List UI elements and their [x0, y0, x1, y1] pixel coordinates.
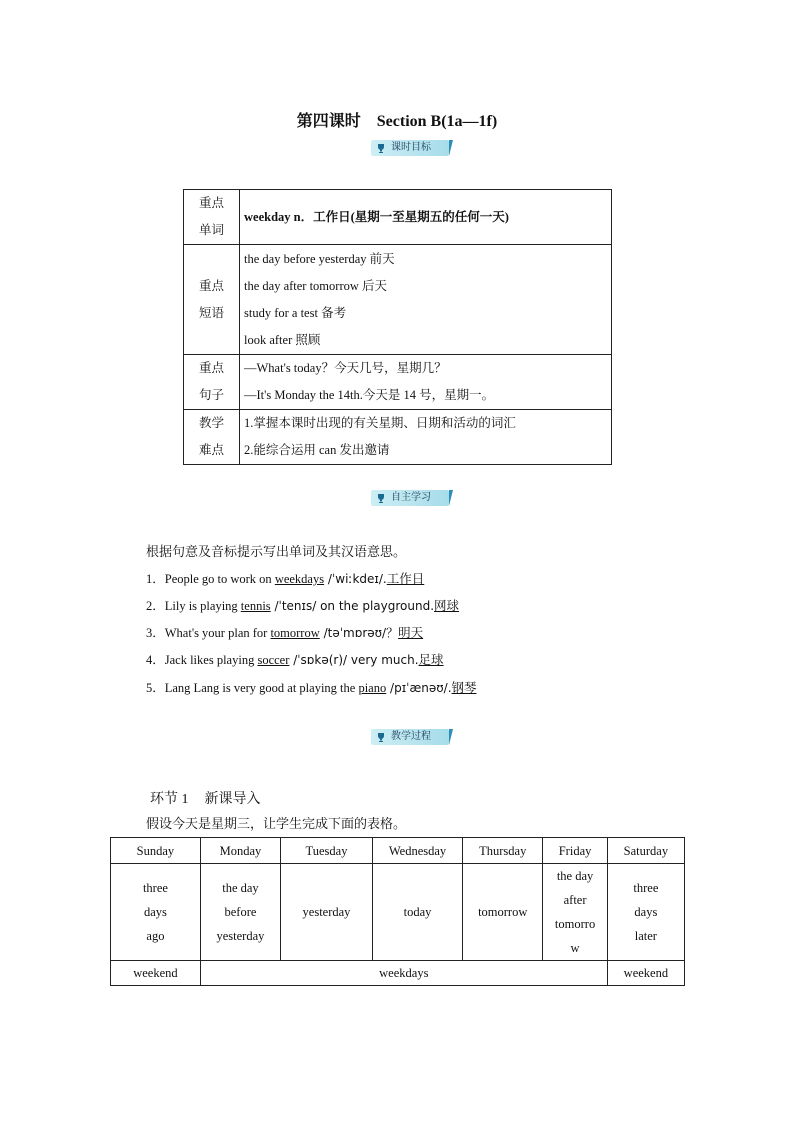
goals-badge-label: 课时目标	[391, 142, 431, 153]
table-row	[111, 864, 685, 961]
self-study-badge-label: 自主学习	[391, 492, 431, 503]
page-title	[0, 108, 794, 131]
day-cell: Friday	[543, 838, 607, 864]
relative-day-cell: tomorrow	[463, 864, 543, 961]
exercise-instruction: 根据句意及音标提示写出单词及其汉语意思。	[146, 544, 407, 559]
row-content	[240, 190, 612, 245]
relative-day-cell: three days ago	[111, 864, 201, 961]
self-study-badge	[371, 490, 449, 506]
table-row	[184, 410, 612, 465]
section-intro: 假设今天是星期三，让学生完成下面的表格。	[146, 816, 407, 831]
exercise-item: 4．Jack likes playing soccer /ˈsɒkə(r)/ very much.足球	[146, 653, 444, 667]
exercise-item: 3．What's your plan for tomorrow /təˈmɒrəʊ/？明天	[146, 626, 424, 640]
day-cell: Saturday	[607, 838, 684, 864]
row-label: 重点 单词	[184, 190, 240, 245]
relative-day-cell: the day before yesterday	[200, 864, 280, 961]
row-label: 教学 难点	[184, 410, 240, 465]
title-lesson: 第四课时	[296, 111, 361, 130]
week-table	[110, 837, 685, 986]
relative-day-cell: yesterday	[281, 864, 373, 961]
day-cell: Sunday	[111, 838, 201, 864]
relative-day-cell: three days later	[607, 864, 684, 961]
exercise-item: 1．People go to work on weekdays /ˈwiːkdeɪ/.工作日	[146, 572, 425, 586]
weekday-entry: weekday n．工作日(星期一至星期五的任何一天)	[244, 209, 509, 224]
day-cell: Wednesday	[372, 838, 462, 864]
process-badge	[371, 729, 449, 745]
relative-day-cell: the day after tomorro w	[543, 864, 607, 961]
row-content: the day before yesterday 前天 the day after tomorrow 后天 study for a test 备考 look after 照顾	[240, 245, 612, 355]
weekend-cell: weekend	[607, 961, 684, 986]
exercise-item: 2．Lily is playing tennis /ˈtenɪs/ on the playground.网球	[146, 599, 460, 613]
table-row	[184, 355, 612, 410]
trophy-icon	[376, 732, 386, 742]
relative-day-cell: today	[372, 864, 462, 961]
table-row	[184, 245, 612, 355]
table-row	[111, 961, 685, 986]
day-cell: Thursday	[463, 838, 543, 864]
section-heading: 环节 1 新课导入	[150, 792, 261, 807]
weekdays-cell: weekdays	[200, 961, 607, 986]
row-label: 重点 短语	[184, 245, 240, 355]
row-content: 1.掌握本课时出现的有关星期、日期和活动的词汇 2.能综合运用 can 发出邀请	[240, 410, 612, 465]
row-content: —What's today？今天几号，星期几？ —It's Monday the 14th.今天是 14 号，星期一。	[240, 355, 612, 410]
title-section: Section B(1a—1f)	[376, 113, 498, 130]
process-badge-label: 教学过程	[391, 731, 431, 742]
trophy-icon	[376, 143, 386, 153]
table-row	[111, 838, 685, 864]
day-cell: Tuesday	[281, 838, 373, 864]
goals-badge	[371, 140, 449, 156]
trophy-icon	[376, 493, 386, 503]
table-row	[184, 190, 612, 245]
row-label: 重点 句子	[184, 355, 240, 410]
goals-table	[183, 189, 612, 465]
exercise-item: 5．Lang Lang is very good at playing the piano /pɪˈænəʊ/.钢琴	[146, 681, 477, 695]
day-cell: Monday	[200, 838, 280, 864]
weekend-cell: weekend	[111, 961, 201, 986]
